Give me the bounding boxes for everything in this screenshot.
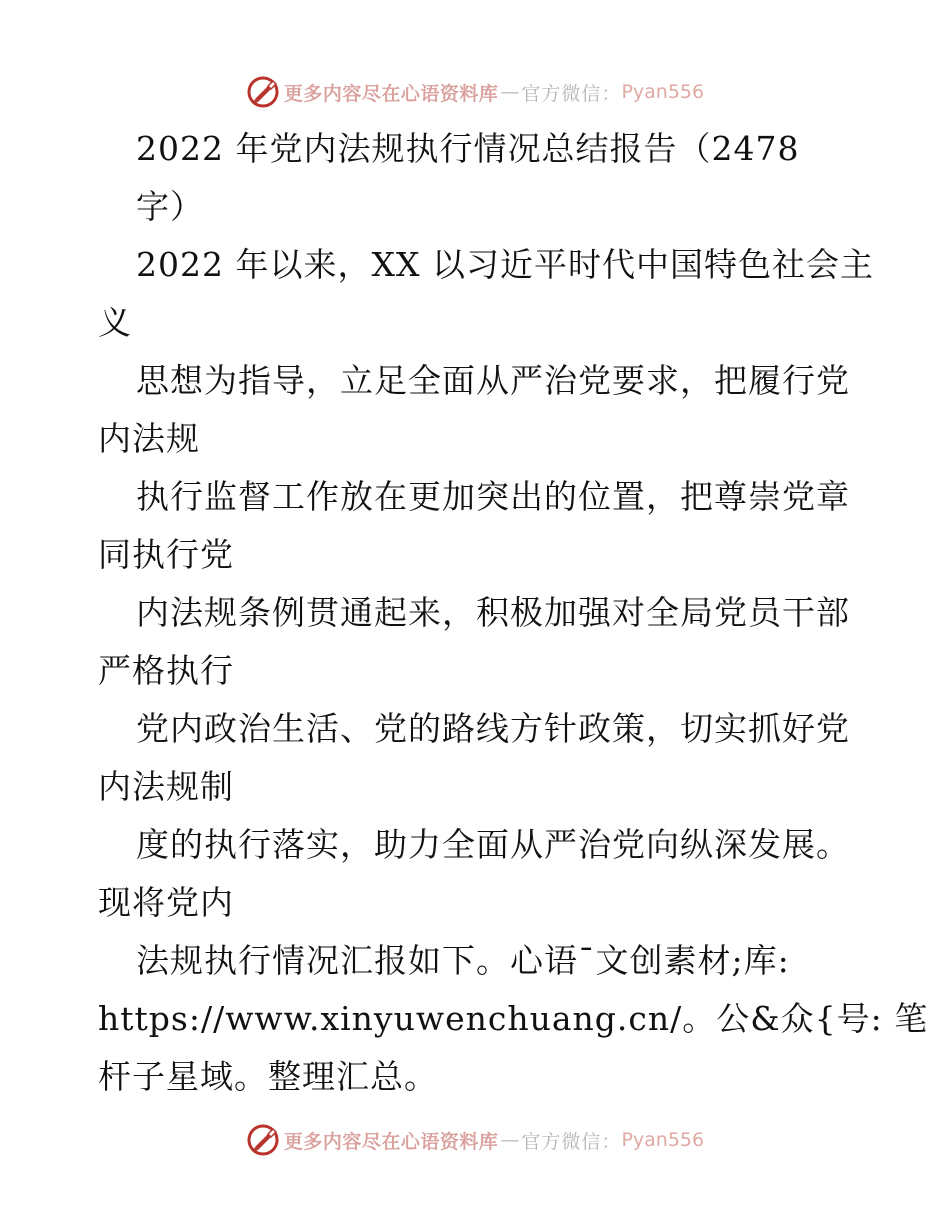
document-body — [98, 120, 929, 1106]
footer-banner — [0, 1120, 950, 1160]
banner-official-label: 官方微信： — [521, 1130, 622, 1153]
banner-slogan: 更多内容尽在心语资料库 — [283, 1130, 499, 1153]
paragraph-line: 现将党内 — [98, 883, 234, 922]
document-title-line-2: 字） — [136, 187, 204, 226]
paragraph-line: 内法规 — [98, 419, 200, 458]
paragraph-line-url: https://www.xinyuwenchuang.cn/。公&众{号: 笔 — [98, 999, 929, 1038]
paragraph-line: 严格执行 — [98, 651, 234, 690]
paragraph-line: 同执行党 — [98, 535, 234, 574]
banner-slogan: 更多内容尽在心语资料库 — [283, 82, 499, 105]
pen-logo-icon — [246, 75, 280, 109]
paragraph-line: 杆子星域。整理汇总。 — [98, 1057, 438, 1096]
banner-dash: — — [500, 81, 520, 103]
paragraph-line: 2022 年以来，XX 以习近平时代中国特色社会主 — [136, 245, 874, 284]
paragraph-line: 义 — [98, 303, 132, 342]
banner-official-label: 官方微信： — [521, 82, 622, 105]
banner-wechat-id: Pyan556 — [621, 1129, 705, 1151]
paragraph-line: 内法规制 — [98, 767, 234, 806]
header-banner — [0, 72, 950, 112]
banner-wechat-id: Pyan556 — [621, 81, 705, 103]
document-title-line-1: 2022 年党内法规执行情况总结报告（2478 — [136, 129, 800, 168]
pen-logo-icon — [246, 1123, 280, 1157]
paragraph-line: 思想为指导，立足全面从严治党要求，把履行党 — [136, 361, 850, 400]
paragraph-line: 度的执行落实，助力全面从严治党向纵深发展。 — [136, 825, 850, 864]
paragraph-line: 法规执行情况汇报如下。心语¯文创素材;库: — [136, 941, 790, 980]
banner-dash: — — [500, 1129, 520, 1151]
paragraph-line: 执行监督工作放在更加突出的位置，把尊崇党章 — [136, 477, 850, 516]
paragraph-line: 党内政治生活、党的路线方针政策，切实抓好党 — [136, 709, 850, 748]
paragraph-line: 内法规条例贯通起来，积极加强对全局党员干部 — [136, 593, 850, 632]
